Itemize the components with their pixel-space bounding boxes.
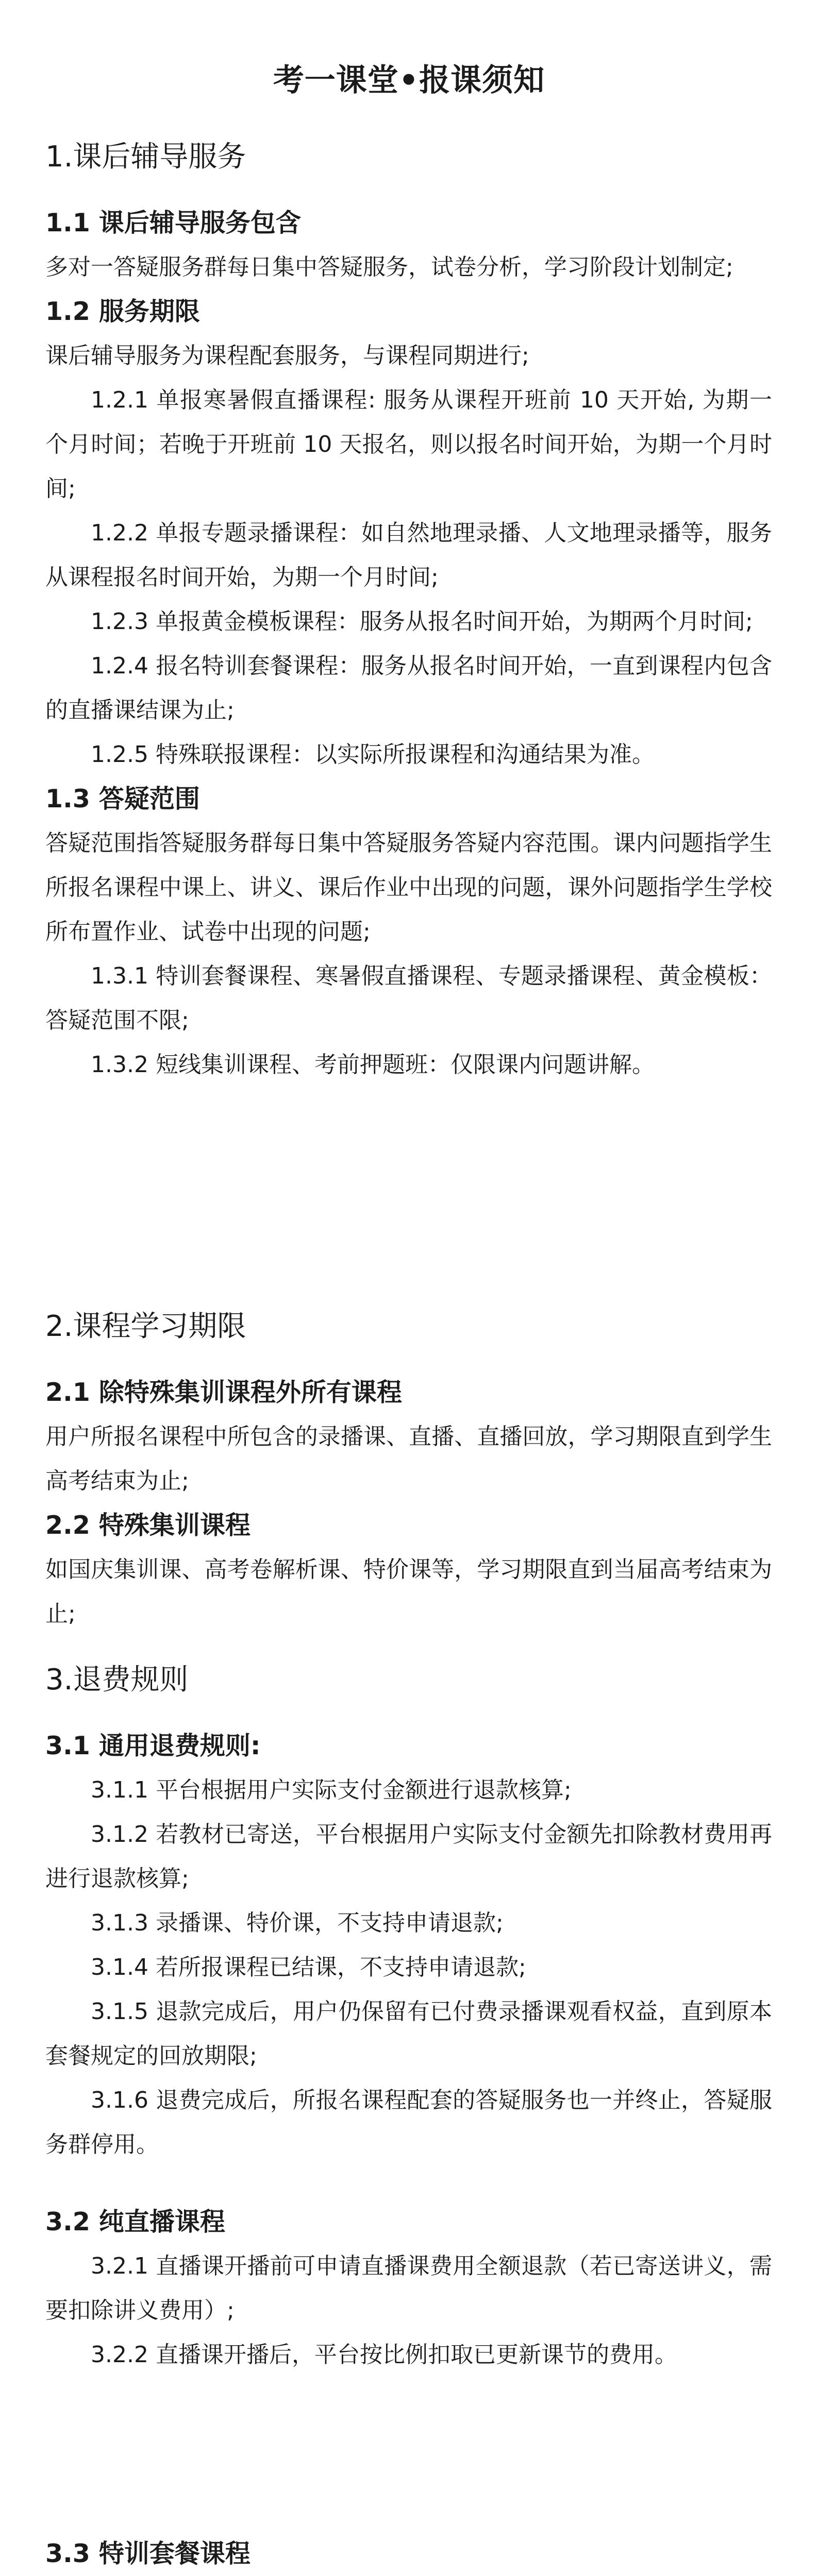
list-item-3-1-5: 3.1.5 退款完成后，用户仍保留有已付费录播课观看权益，直到原本套餐规定的回放期限; [45, 1998, 772, 2069]
list-item-1-2-4: 1.2.4 报名特训套餐课程：服务从报名时间开始，一直到课程内包含的直播课结课为止; [45, 653, 772, 723]
subsection-heading-1-2: 1.2 服务期限 [45, 297, 200, 326]
subsection-heading-3-1: 3.1 通用退费规则: [45, 1731, 261, 1760]
paragraph-1-3-intro: 答疑范围指答疑服务群每日集中答疑服务答疑内容范围。课内问题指学生所报名课程中课上、讲义、课后作业中出现的问题，课外问题指学生学校所布置作业、试卷中出现的问题; [45, 830, 772, 945]
subsection-heading-3-2: 3.2 纯直播课程 [45, 2207, 225, 2236]
list-item-3-1-3: 3.1.3 录播课、特价课，不支持申请退款; [91, 1910, 504, 1936]
list-item-3-1-1: 3.1.1 平台根据用户实际支付金额进行退款核算; [91, 1777, 572, 1803]
paragraph-1-2-intro: 课后辅导服务为课程配套服务，与课程同期进行; [45, 343, 529, 369]
subsection-heading-2-2: 2.2 特殊集训课程 [45, 1511, 251, 1540]
section-heading-3: 3.退费规则 [45, 1663, 189, 1697]
subsection-heading-3-3: 3.3 特训套餐课程 [45, 2539, 251, 2568]
page-title: 考一课堂•报课须知 [273, 62, 545, 98]
list-item-1-2-1: 1.2.1 单报寒暑假直播课程: 服务从课程开班前 10 天开始, 为期一个月时间；若晚于开班前 10 天报名，则以报名时间开始，为期一个月时间; [45, 387, 772, 502]
section-heading-2: 2.课程学习期限 [45, 1310, 246, 1343]
list-item-3-1-4: 3.1.4 若所报课程已结课，不支持申请退款; [91, 1954, 526, 1980]
subsection-heading-2-1: 2.1 除特殊集训课程外所有课程 [45, 1378, 402, 1407]
list-item-3-1-6: 3.1.6 退费完成后，所报名课程配套的答疑服务也一并终止，答疑服务群停用。 [45, 2087, 772, 2158]
list-item-3-1-2: 3.1.2 若教材已寄送，平台根据用户实际支付金额先扣除教材费用再进行退款核算; [45, 1821, 772, 1892]
list-item-1-3-2: 1.3.2 短线集训课程、考前押题班：仅限课内问题讲解。 [91, 1052, 655, 1078]
paragraph-2-1: 用户所报名课程中所包含的录播课、直播、直播回放，学习期限直到学生高考结束为止; [45, 1423, 772, 1494]
paragraph-2-2: 如国庆集训课、高考卷解析课、特价课等，学习期限直到当届高考结束为止; [45, 1556, 772, 1627]
subsection-heading-1-1: 1.1 课后辅导服务包含 [45, 208, 301, 238]
list-item-3-2-2: 3.2.2 直播课开播后，平台按比例扣取已更新课节的费用。 [91, 2342, 677, 2368]
list-item-1-2-5: 1.2.5 特殊联报课程：以实际所报课程和沟通结果为准。 [91, 741, 655, 768]
list-item-1-2-3: 1.2.3 单报黄金模板课程：服务从报名时间开始，为期两个月时间; [91, 608, 753, 635]
section-heading-1: 1.课后辅导服务 [45, 140, 246, 174]
list-item-1-3-1: 1.3.1 特训套餐课程、寒暑假直播课程、专题录播课程、黄金模板：答疑范围不限; [45, 963, 772, 1033]
list-item-1-2-2: 1.2.2 单报专题录播课程：如自然地理录播、人文地理录播等，服务从课程报名时间开始，为期一个月时间; [45, 520, 772, 590]
list-item-3-2-1: 3.2.1 直播课开播前可申请直播课费用全额退款（若已寄送讲义，需要扣除讲义费用）; [45, 2253, 772, 2324]
subsection-heading-1-3: 1.3 答疑范围 [45, 784, 200, 814]
document-body [45, 134, 772, 2576]
paragraph-1-1: 多对一答疑服务群每日集中答疑服务，试卷分析，学习阶段计划制定; [45, 254, 733, 280]
